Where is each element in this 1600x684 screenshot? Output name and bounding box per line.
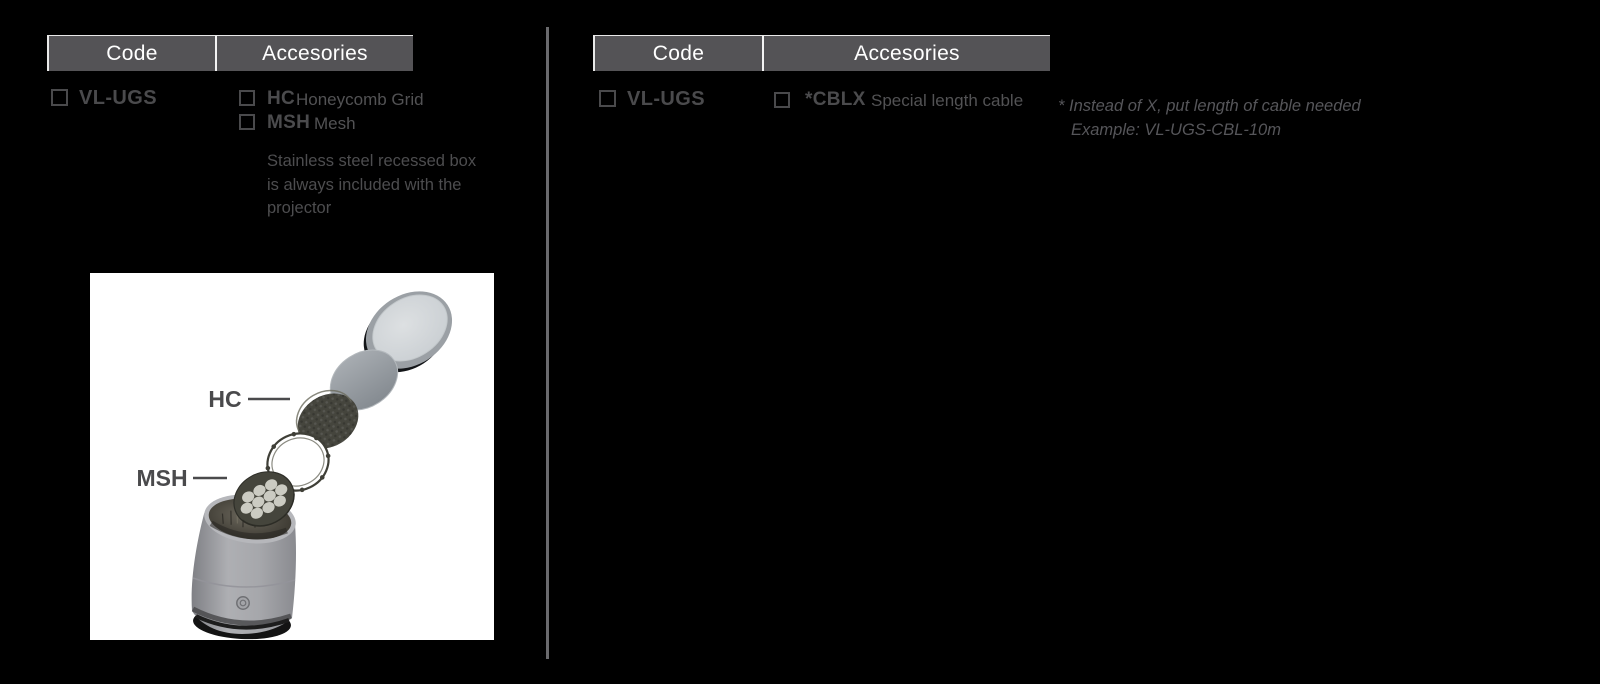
left-header-accessories: Accesories — [262, 41, 368, 65]
left-accessory-hc-checkbox[interactable] — [239, 90, 255, 106]
projector-exploded-diagram — [90, 273, 494, 640]
body-logo-badge — [237, 597, 249, 609]
diagram-label-msh: MSH — [136, 465, 188, 491]
left-accessory-msh-checkbox[interactable] — [239, 114, 255, 130]
right-accessory-cblx-label: Special length cable — [871, 91, 1024, 110]
cable-footnote — [1058, 94, 1361, 142]
left-note — [267, 150, 476, 221]
left-code-label: VL-UGS — [79, 87, 157, 109]
right-accessory-cblx-code: *CBLX — [805, 89, 866, 110]
product-exploded-view-image — [88, 271, 496, 642]
right-table-header — [593, 35, 1050, 71]
right-header-accessories: Accesories — [854, 41, 960, 65]
section-divider — [546, 27, 549, 659]
left-table-header — [47, 35, 413, 71]
left-accessory-hc-code: HC — [267, 88, 296, 109]
left-accessory-msh-label: Mesh — [314, 114, 356, 133]
right-accessory-cblx-checkbox[interactable] — [774, 92, 790, 108]
left-accessory-hc-label: Honeycomb Grid — [296, 90, 424, 109]
left-header-code: Code — [106, 41, 158, 65]
footnote-marker: * — [1058, 97, 1065, 115]
diagram-label-hc: HC — [208, 386, 242, 412]
footnote-text: Instead of X, put length of cable needed — [1069, 97, 1361, 115]
left-code-checkbox[interactable] — [51, 89, 68, 106]
right-header-code: Code — [652, 41, 705, 65]
right-code-checkbox[interactable] — [599, 90, 616, 107]
note-line: Stainless steel recessed box — [267, 152, 477, 170]
note-line: projector — [267, 199, 332, 217]
footnote-example: Example: VL-UGS-CBL-10m — [1071, 121, 1281, 139]
right-code-label: VL-UGS — [627, 88, 705, 110]
footnote-line — [1058, 94, 1361, 118]
left-accessory-msh-code: MSH — [267, 112, 311, 133]
note-line: is always included with the — [267, 175, 462, 194]
